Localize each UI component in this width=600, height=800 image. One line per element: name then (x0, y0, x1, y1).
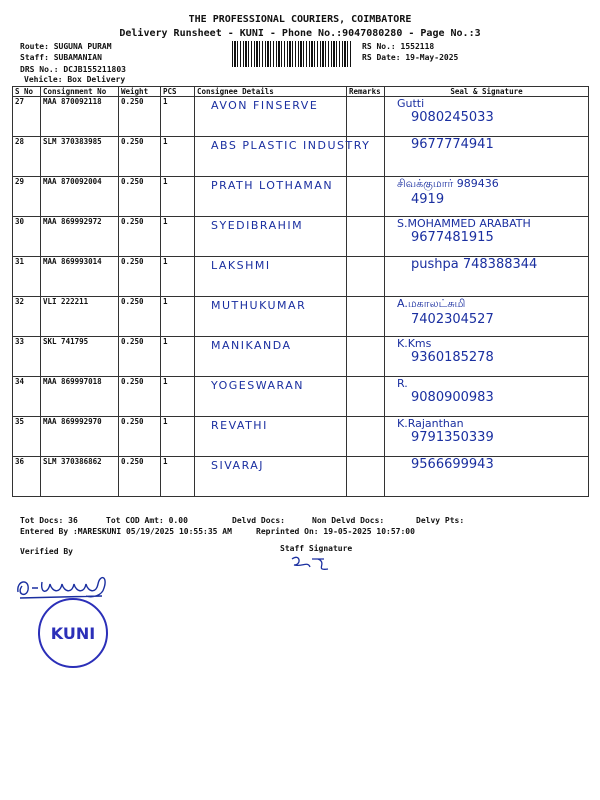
total-docs: Tot Docs: 36 (20, 516, 78, 525)
consignee-handwriting: LAKSHMI (211, 259, 271, 272)
row-signature (385, 97, 589, 137)
row-consignee (195, 417, 347, 457)
row-weight: 0.250 (119, 137, 161, 177)
row-remarks (347, 337, 385, 377)
row-sno: 36 (13, 457, 41, 497)
company-title: THE PROFESSIONAL COURIERS, COIMBATORE (188, 14, 412, 25)
row-remarks (347, 177, 385, 217)
row-remarks (347, 97, 385, 137)
row-consignee (195, 337, 347, 377)
barcode (232, 41, 352, 67)
col-sno: S No (13, 87, 41, 97)
row-pcs: 1 (161, 417, 195, 457)
staff-signature-label: Staff Signature (280, 544, 353, 553)
col-consignment: Consignment No (41, 87, 119, 97)
row-consignment: VLI 222211 (41, 297, 119, 337)
row-weight: 0.250 (119, 177, 161, 217)
row-weight: 0.250 (119, 457, 161, 497)
rs-number: RS No.: 1552118 (362, 42, 435, 51)
table-row (13, 457, 589, 497)
vehicle-label: Vehicle: Box Delivery (24, 75, 126, 84)
row-pcs: 1 (161, 257, 195, 297)
signature-name: சிவக்குமார் 989436 (397, 177, 499, 190)
signature-phone: 9080245033 (411, 110, 494, 125)
runsheet-table (12, 86, 589, 497)
table-row (13, 417, 589, 457)
signature-phone: 9080900983 (411, 390, 494, 405)
row-pcs: 1 (161, 377, 195, 417)
row-weight: 0.250 (119, 257, 161, 297)
row-consignment: SKL 741795 (41, 337, 119, 377)
staff-signature-scribble (288, 553, 334, 573)
row-consignment: MAA 869992970 (41, 417, 119, 457)
row-sno: 29 (13, 177, 41, 217)
row-sno: 30 (13, 217, 41, 257)
signature-name: A.மகாலட்சுமி (397, 297, 466, 310)
table-row (13, 297, 589, 337)
table-row (13, 257, 589, 297)
row-pcs: 1 (161, 137, 195, 177)
row-consignee (195, 257, 347, 297)
non-delivered-docs: Non Delvd Docs: (312, 516, 385, 525)
verified-by-label: Verified By (20, 547, 73, 556)
reprinted-on: Reprinted On: 19-05-2025 10:57:00 (256, 527, 415, 536)
row-consignee (195, 137, 371, 177)
signature-phone: 9566699943 (411, 457, 494, 472)
rs-date: RS Date: 19-May-2025 (362, 53, 459, 62)
signature-phone: 7402304527 (411, 312, 494, 327)
table-row (13, 177, 589, 217)
consignee-handwriting: AVON FINSERVE (211, 99, 319, 112)
row-pcs: 1 (161, 457, 195, 497)
route-label: Route: SUGUNA PURAM (20, 42, 112, 51)
row-weight: 0.250 (119, 337, 161, 377)
consignee-handwriting: MUTHUKUMAR (211, 299, 307, 312)
row-weight: 0.250 (119, 377, 161, 417)
signature-name: R. (397, 377, 408, 390)
consignee-handwriting: SIVARAJ (211, 459, 265, 472)
row-pcs: 1 (161, 297, 195, 337)
signature-name: S.MOHAMMED ARABATH (397, 217, 531, 230)
consignee-handwriting: REVATHI (211, 419, 268, 432)
row-consignee (195, 177, 347, 217)
consignee-handwriting: PRATH LOTHAMAN (211, 179, 334, 192)
row-weight: 0.250 (119, 97, 161, 137)
col-remarks: Remarks (347, 87, 385, 97)
row-remarks (347, 457, 385, 497)
row-remarks (347, 377, 385, 417)
staff-label: Staff: SUBAMANIAN (20, 53, 102, 62)
col-signature: Seal & Signature (385, 87, 589, 97)
signature-name: K.Rajanthan (397, 417, 464, 430)
consignee-handwriting: SYEDIBRAHIM (211, 219, 304, 232)
row-sno: 33 (13, 337, 41, 377)
signature-phone: 9360185278 (411, 350, 494, 365)
row-consignee (195, 97, 347, 137)
consignee-handwriting: MANIKANDA (211, 339, 292, 352)
row-consignment: MAA 869992972 (41, 217, 119, 257)
row-sno: 27 (13, 97, 41, 137)
delivered-docs: Delvd Docs: (232, 516, 285, 525)
row-remarks (347, 417, 385, 457)
row-signature (385, 297, 589, 337)
signature-phone: 9677774941 (411, 137, 494, 152)
row-consignment: MAA 870092004 (41, 177, 119, 217)
kuni-stamp (38, 598, 108, 668)
row-weight: 0.250 (119, 297, 161, 337)
row-consignment: MAA 870092118 (41, 97, 119, 137)
row-pcs: 1 (161, 337, 195, 377)
row-signature (385, 337, 589, 377)
row-weight: 0.250 (119, 217, 161, 257)
verifier-signature-scribble (12, 568, 116, 602)
row-consignment: MAA 869993014 (41, 257, 119, 297)
runsheet-subtitle: Delivery Runsheet - KUNI - Phone No.:9047080280 - Page No.:3 (119, 28, 481, 39)
row-signature (385, 217, 589, 257)
row-sno: 28 (13, 137, 41, 177)
total-cod-amount: Tot COD Amt: 0.00 (106, 516, 188, 525)
row-remarks (347, 257, 385, 297)
row-sno: 31 (13, 257, 41, 297)
row-consignment: SLM 370386862 (41, 457, 119, 497)
signature-phone: 9791350339 (411, 430, 494, 445)
col-weight: Weight (119, 87, 161, 97)
delivery-points: Delvy Pts: (416, 516, 465, 525)
table-header-row (13, 87, 589, 97)
signature-phone: 9677481915 (411, 230, 494, 245)
row-remarks (347, 297, 385, 337)
row-pcs: 1 (161, 177, 195, 217)
row-signature (385, 137, 589, 177)
col-pcs: PCS (161, 87, 195, 97)
table-row (13, 217, 589, 257)
row-consignee (195, 217, 347, 257)
signature-name: K.Kms (397, 337, 432, 350)
row-pcs: 1 (161, 217, 195, 257)
row-signature (385, 257, 589, 297)
stamp-text: KUNI (50, 623, 96, 643)
consignee-handwriting: YOGESWARAN (211, 379, 304, 392)
signature-phone: 4919 (411, 192, 445, 207)
row-sno: 34 (13, 377, 41, 417)
row-pcs: 1 (161, 97, 195, 137)
drs-number: DRS No.: DCJB155211803 (20, 65, 126, 74)
row-consignee (195, 457, 347, 497)
row-consignee (195, 377, 347, 417)
row-consignment: MAA 869997018 (41, 377, 119, 417)
signature-name: Gutti (397, 97, 425, 110)
row-weight: 0.250 (119, 417, 161, 457)
row-signature (385, 177, 589, 217)
signature-phone: pushpa 748388344 (411, 257, 538, 272)
consignee-handwriting: ABS PLASTIC INDUSTRY (211, 139, 371, 152)
table-row (13, 337, 589, 377)
row-signature (385, 377, 589, 417)
col-consignee: Consignee Details (195, 87, 347, 97)
row-consignee (195, 297, 347, 337)
row-sno: 35 (13, 417, 41, 457)
row-consignment: SLM 370383985 (41, 137, 119, 177)
row-sno: 32 (13, 297, 41, 337)
table-row (13, 137, 589, 177)
row-signature (385, 457, 589, 497)
row-remarks (347, 217, 385, 257)
table-row (13, 377, 589, 417)
entered-by: Entered By :MARESKUNI 05/19/2025 10:55:35 AM (20, 527, 232, 536)
table-row (13, 97, 589, 137)
row-signature (385, 417, 589, 457)
